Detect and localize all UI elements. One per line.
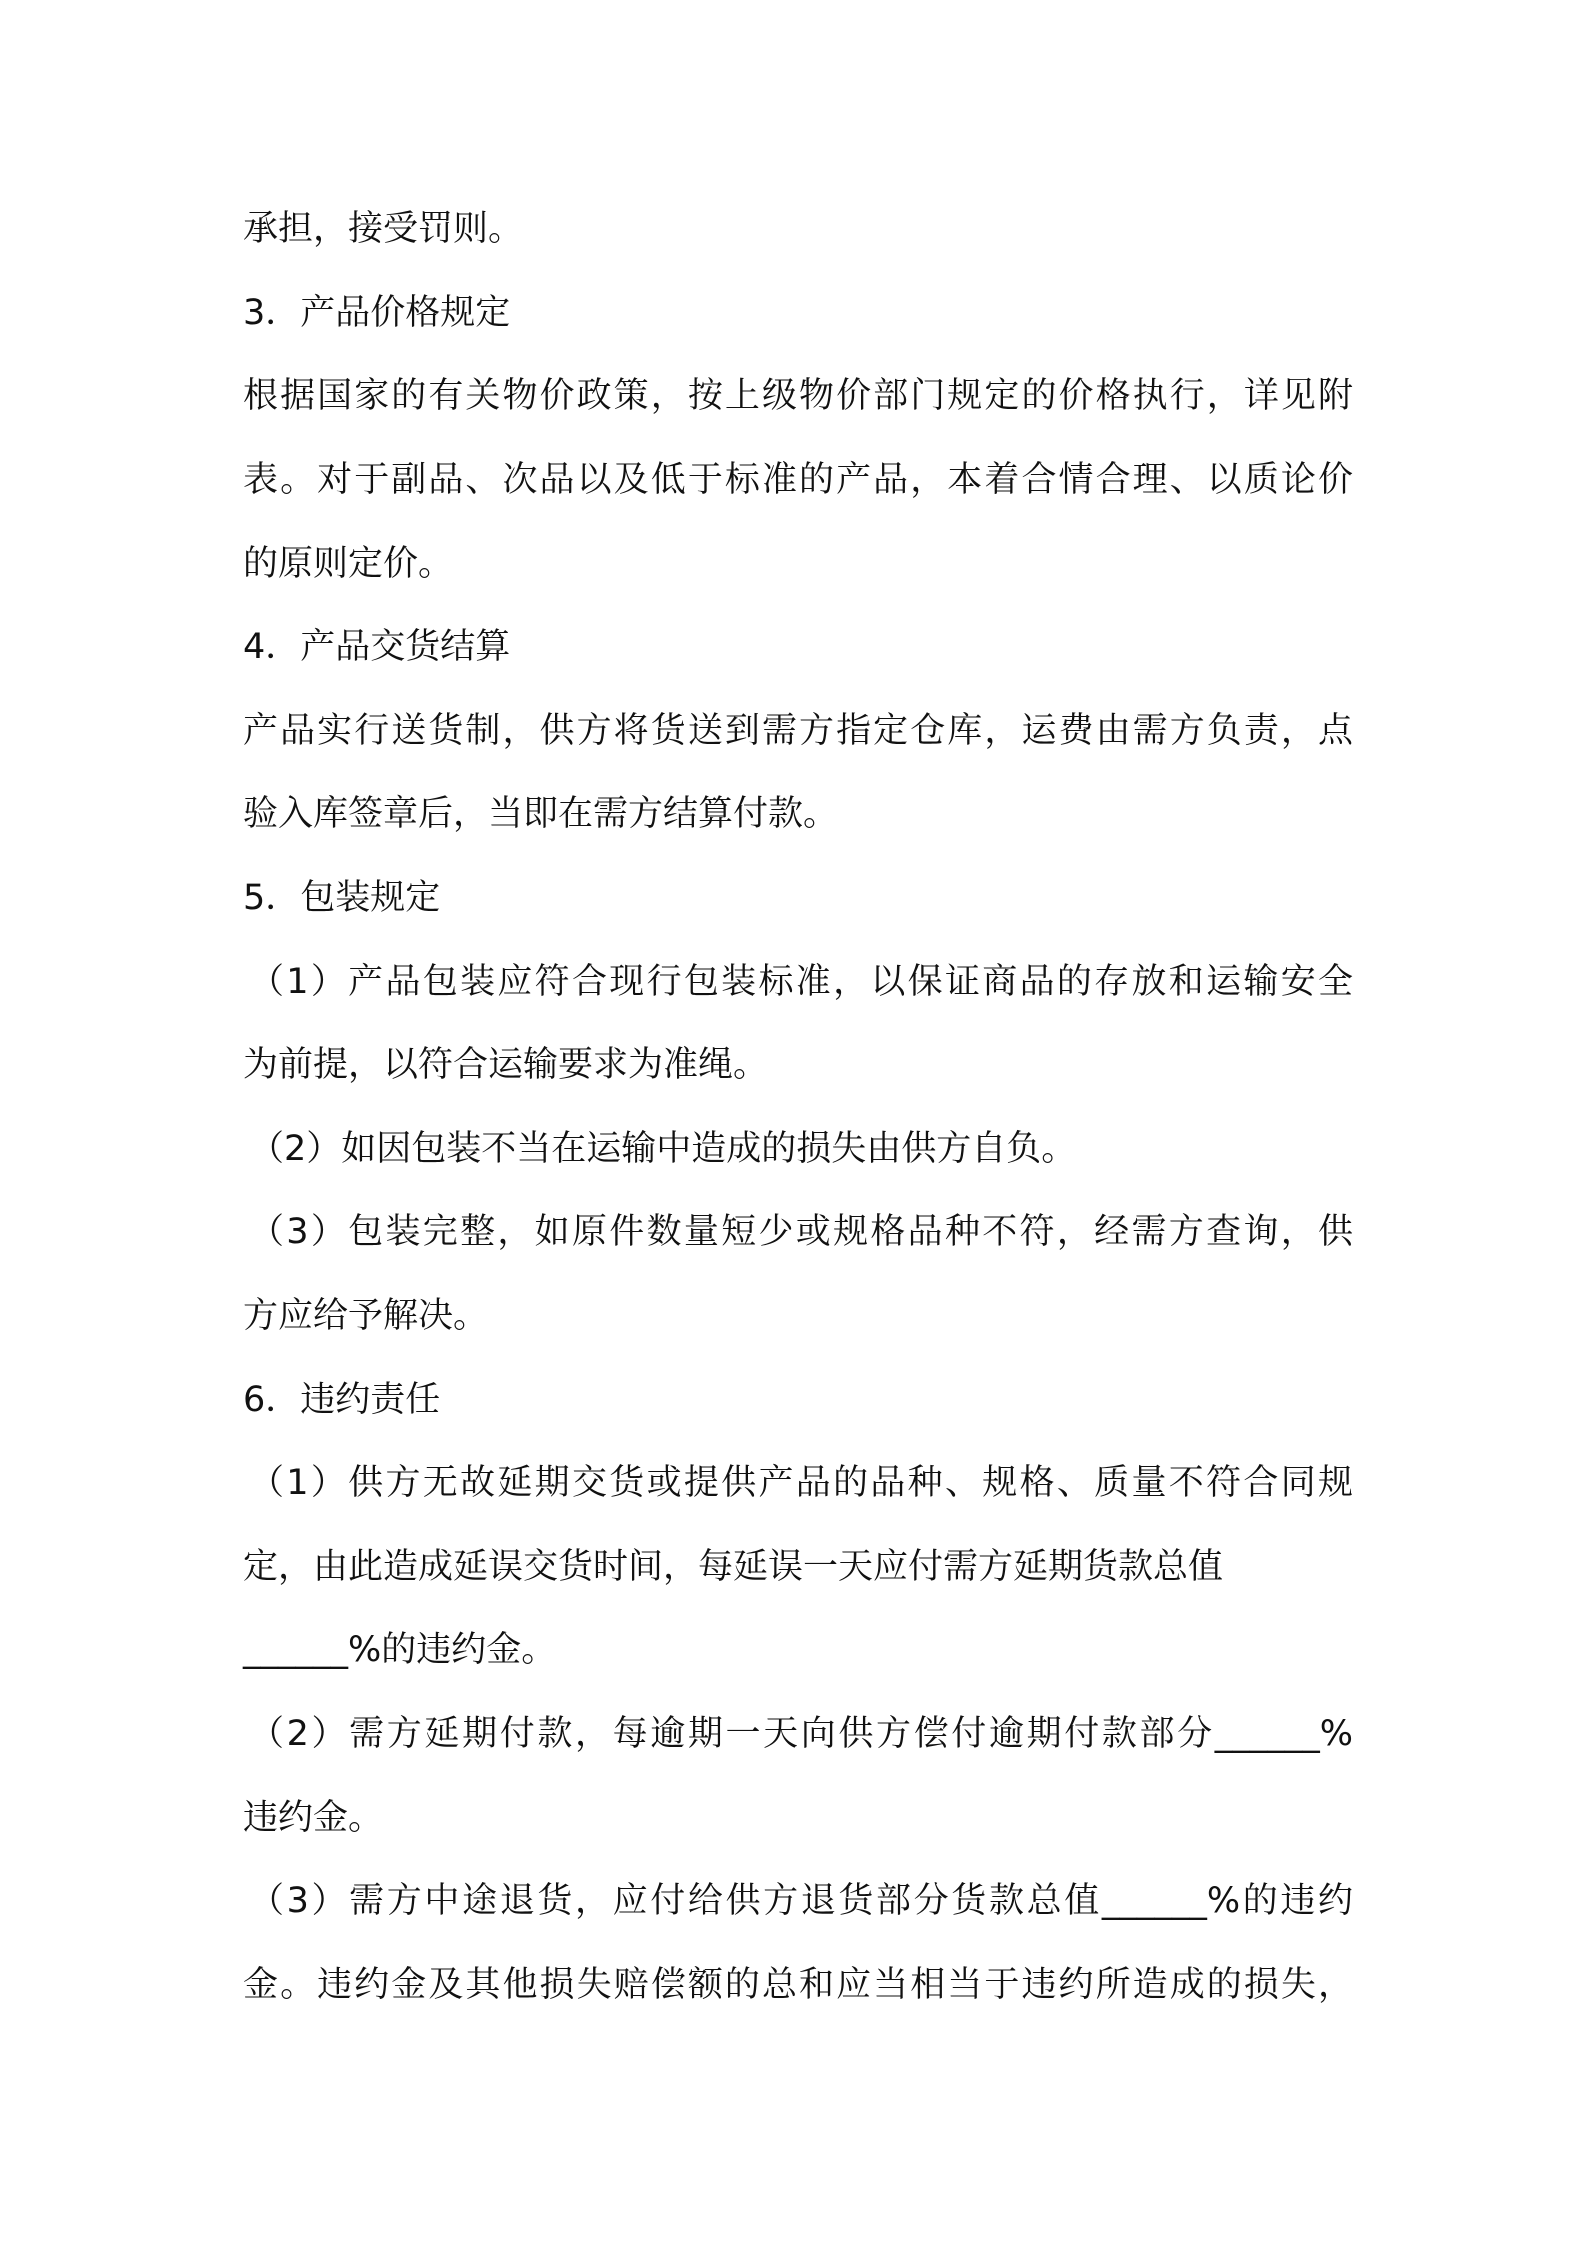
text-line-13: （3）包装完整，如原件数量短少或规格品种不符，经需方查询，供 (249, 1212, 1353, 1252)
text-line-11: 为前提，以符合运输要求为准绳。 (243, 1045, 769, 1085)
text-line-4: 表。对于副品、次品以及低于标准的产品，本着合情合理、以质论价 (243, 460, 1353, 500)
text-line-7: 产品实行送货制，供方将货送到需方指定仓库，运费由需方负责，点 (243, 711, 1353, 751)
text-line-18: ______%的违约金。 (243, 1630, 557, 1670)
text-line-3: 根据国家的有关物价政策，按上级物价部门规定的价格执行，详见附 (243, 376, 1353, 416)
section-heading-4: 4．产品交货结算 (243, 627, 511, 667)
text-line-12: （2）如因包装不当在运输中造成的损失由供方自负。 (249, 1129, 1077, 1169)
text-line-16: （1）供方无故延期交货或提供产品的品种、规格、质量不符合同规 (249, 1463, 1353, 1503)
text-line-22: 金。违约金及其他损失赔偿额的总和应当相当于违约所造成的损失， (243, 1965, 1353, 2005)
section-heading-6: 6．违约责任 (243, 1380, 441, 1420)
section-heading-3: 3．产品价格规定 (243, 293, 511, 333)
text-line-10: （1）产品包装应符合现行包装标准，以保证商品的存放和运输安全 (249, 962, 1353, 1002)
text-line-5: 的原则定价。 (243, 544, 454, 584)
text-line-21: （3）需方中途退货，应付给供方退货部分货款总值______%的违约 (249, 1881, 1353, 1921)
text-line-20: 违约金。 (243, 1798, 384, 1838)
section-heading-5: 5．包装规定 (243, 878, 441, 918)
text-line-19: （2）需方延期付款，每逾期一天向供方偿付逾期付款部分______% (249, 1714, 1353, 1754)
text-line-14: 方应给予解决。 (243, 1296, 489, 1336)
text-line-17: 定，由此造成延误交货时间，每延误一天应付需方延期货款总值 (243, 1547, 1224, 1587)
text-line-8: 验入库签章后，当即在需方结算付款。 (243, 794, 839, 834)
text-line-1: 承担，接受罚则。 (243, 209, 524, 249)
